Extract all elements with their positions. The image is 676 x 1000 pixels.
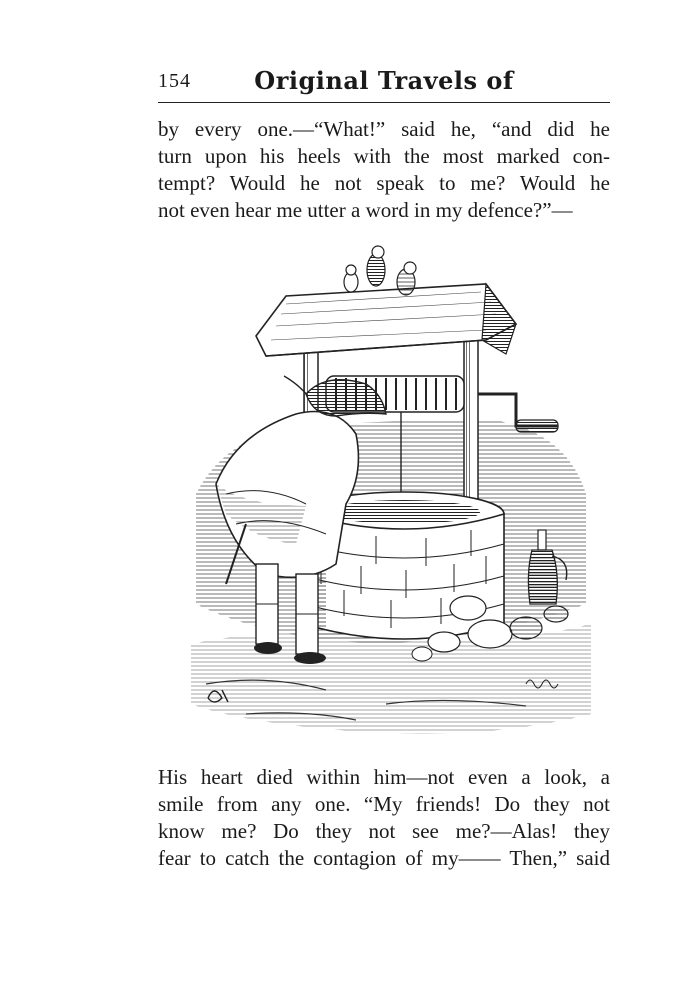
running-title: Original Travels of	[254, 66, 514, 95]
text-line: by every one.—“What!” said he, “and did he	[158, 117, 610, 141]
page-number: 154	[158, 70, 191, 92]
text-line: His heart died within him—not even a look, a	[158, 765, 610, 789]
text-line: not even hear me utter a word in my defence?”—	[158, 198, 573, 222]
paragraph-bottom	[158, 764, 610, 872]
text-line: know me? Do they not see me?—Alas! they	[158, 819, 610, 843]
text-line: fear to catch the contagion of my—— Then,” said	[158, 846, 610, 870]
birds-on-roof	[344, 246, 416, 295]
ground	[191, 624, 591, 734]
header-rule	[158, 102, 610, 103]
text-line: tempt? Would he not speak to me? Would he	[158, 171, 610, 195]
well-engraving	[186, 244, 598, 740]
text-line: turn upon his heels with the most marked con-	[158, 144, 610, 168]
text-line: smile from any one. “My friends! Do they not	[158, 792, 610, 816]
page-header	[158, 66, 610, 100]
paragraph-top	[158, 116, 610, 224]
